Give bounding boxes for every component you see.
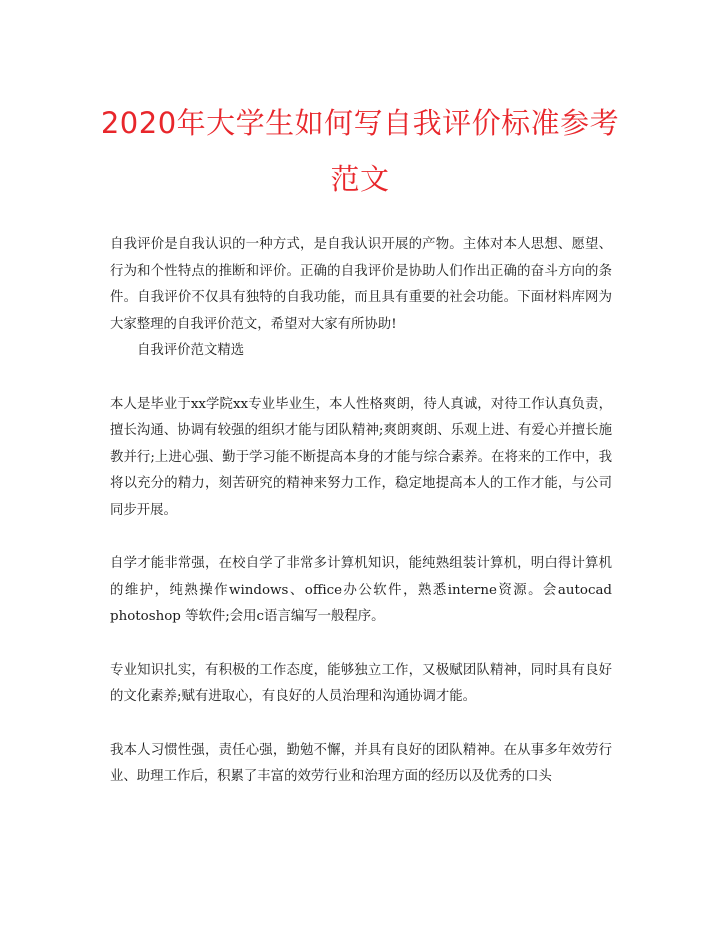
document-body [110,232,612,791]
body-paragraph-3: 专业知识扎实，有积极的工作态度，能够独立工作，又极赋团队精神，同时具有良好的文化素养;赋有进取心，有良好的人员治理和沟通协调才能。 [110,662,612,704]
document-title: 2020年大学生如何写自我评价标准参考范文 [100,106,620,196]
intro-paragraph: 自我评价是自我认识的一种方式，是自我认识开展的产物。主体对本人思想、愿望、行为和个性特点的推断和评价。正确的自我评价是协助人们作出正确的奋斗方向的条件。自我评价不仅具有独特的自我功能，而且具有重要的社会功能。下面材料库网为大家整理的自我评价范文，希望对大家有所协助! [110,237,612,332]
section-heading: 自我评价范文精选 [137,343,245,358]
body-paragraph-1: 本人是毕业于xx学院xx专业毕业生，本人性格爽朗，待人真诚，对待工作认真负责，擅长沟通、协调有较强的组织才能与团队精神;爽朗爽朗、乐观上进、有爱心并擅长施教并行;上进心强、勤于学习能不断提高本身的才能与综合素养。在将来的工作中，我将以充分的精力，刻苦研究的精神来努力工作，稳定地提高本人的工作才能，与公司同步开展。 [110,396,612,518]
body-paragraph-2: 自学才能非常强，在校自学了非常多计算机知识，能纯熟组装计算机，明白得计算机的维护，纯熟操作windows、office办公软件，熟悉interne资源。会autocad photoshop 等软件;会用c语言编写一般程序。 [110,556,612,624]
body-paragraph-4: 我本人习惯性强，责任心强，勤勉不懈，并具有良好的团队精神。在从事多年效劳行业、助理工作后，积累了丰富的效劳行业和治理方面的经历以及优秀的口头 [110,742,612,784]
